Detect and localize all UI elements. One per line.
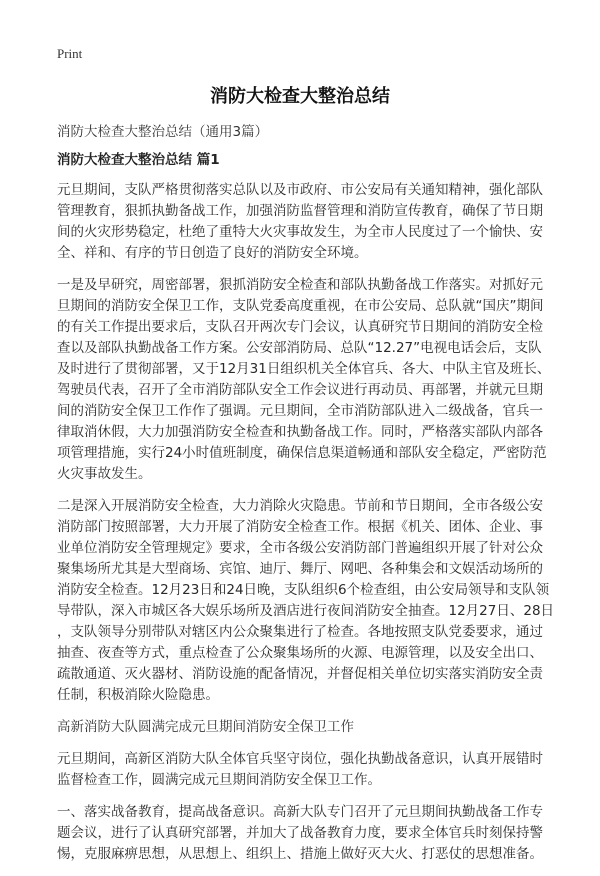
paragraph-line: 抽查、夜查等方式，重点检查了公众聚集场所的火源、电源管理，以及安全出口、: [57, 645, 543, 661]
paragraph: [57, 749, 557, 791]
document-body: [57, 150, 557, 876]
paragraph-line: 业单位消防安全管理规定》要求，全市各级公安消防部门普遍组织开展了针对公众: [57, 540, 543, 556]
paragraph-line: 间的火灾形势稳定，杜绝了重特大火灾事故发生，为全市人民度过了一个愉快、安: [57, 224, 543, 240]
paragraph-line: 导带队，深入市城区各大娱乐场所及酒店进行夜间消防安全抽查。12月27日、28日: [57, 603, 555, 619]
paragraph-line: 监督检查工作，圆满完成元旦期间消防安全保卫工作。: [57, 772, 381, 788]
paragraph-line: 全、祥和、有序的节日创造了良好的消防安全环境。: [57, 245, 368, 261]
paragraph-line: 消防安全检查。12月23日和24日晚，支队组织6个检查组，由公安局领导和支队领: [57, 582, 550, 598]
paragraph-line: 一是及早研究，周密部署，狠抓消防安全检查和部队执勤备战工作落实。对抓好元: [57, 277, 543, 293]
subsection-paragraphs: [57, 749, 557, 865]
subsection-heading: 高新消防大队圆满完成元旦期间消防安全保卫工作: [57, 719, 354, 735]
paragraph-line: 间的消防安全保卫工作作了强调。元旦期间，全市消防部队进入二级战备，官兵一: [57, 403, 543, 419]
paragraph-line: 火灾事故发生。: [57, 466, 152, 482]
paragraph: [57, 275, 557, 485]
paragraph-line: 题会议，进行了认真研究部署，并加大了战备教育力度，要求全体官兵时刻保持警: [57, 825, 543, 841]
paragraph-line: 任制，积极消除火险隐患。: [57, 687, 219, 703]
paragraph-line: 项管理措施，实行24小时值班制度，确保信息渠道畅通和部队安全稳定，严密防范: [57, 445, 547, 461]
paragraph-line: 消防部门按照部署，大力开展了消防安全检查工作。根据《机关、团体、企业、事: [57, 519, 543, 535]
section-paragraphs: [57, 180, 557, 706]
section-heading: 消防大检查大整治总结 篇1: [57, 152, 220, 168]
paragraph-line: 疏散通道、灭火器材、消防设施的配备情况，并督促相关单位切实落实消防安全责: [57, 666, 543, 682]
document-title: 消防大检查大整治总结: [210, 86, 390, 107]
paragraph-line: ，支队领导分别带队对辖区内公众聚集进行了检查。各地按照支队党委要求，通过: [57, 624, 543, 640]
paragraph: [57, 802, 557, 865]
print-link[interactable]: Print: [57, 46, 83, 61]
paragraph: [57, 180, 557, 264]
paragraph-line: 二是深入开展消防安全检查，大力消除火灾隐患。节前和节日期间，全市各级公安: [57, 498, 543, 514]
paragraph: [57, 496, 557, 706]
paragraph-line: 律取消休假，大力加强消防安全检查和执勤备战工作。同时，严格落实部队内部各: [57, 424, 543, 440]
paragraph-line: 查以及部队执勤战备工作方案。公安部消防局、总队“12.27”电视电话会后，支队: [57, 340, 542, 356]
paragraph-line: 惕，克服麻痹思想，从思想上、组织上、措施上做好灭大火、打恶仗的思想准备。: [57, 846, 543, 862]
paragraph-line: 的有关工作提出要求后，支队召开两次专门会议，认真研究节日期间的消防安全检: [57, 319, 543, 335]
paragraph-line: 聚集场所尤其是大型商场、宾馆、迪厅、舞厅、网吧、各种集会和文娱活动场所的: [57, 561, 543, 577]
paragraph-line: 元旦期间，支队严格贯彻落实总队以及市政府、市公安局有关通知精神，强化部队: [57, 182, 543, 198]
paragraph-line: 一、落实战备教育，提高战备意识。高新大队专门召开了元旦期间执勤战备工作专: [57, 804, 543, 820]
paragraph-line: 驾驶员代表，召开了全市消防部队安全工作会议进行再动员、再部署，并就元旦期: [57, 382, 543, 398]
paragraph-line: 旦期间的消防安全保卫工作，支队党委高度重视，在市公安局、总队就“国庆”期间: [57, 298, 544, 314]
paragraph-line: 及时进行了贯彻部署，又于12月31日组织机关全体官兵、各大、中队主官及班长、: [57, 361, 551, 377]
document-subtitle: 消防大检查大整治总结（通用3篇）: [57, 124, 269, 140]
paragraph-line: 管理教育，狠抓执勤备战工作，加强消防监督管理和消防宣传教育，确保了节日期: [57, 203, 543, 219]
paragraph-line: 元旦期间，高新区消防大队全体官兵坚守岗位，强化执勤战备意识，认真开展错时: [57, 751, 543, 767]
